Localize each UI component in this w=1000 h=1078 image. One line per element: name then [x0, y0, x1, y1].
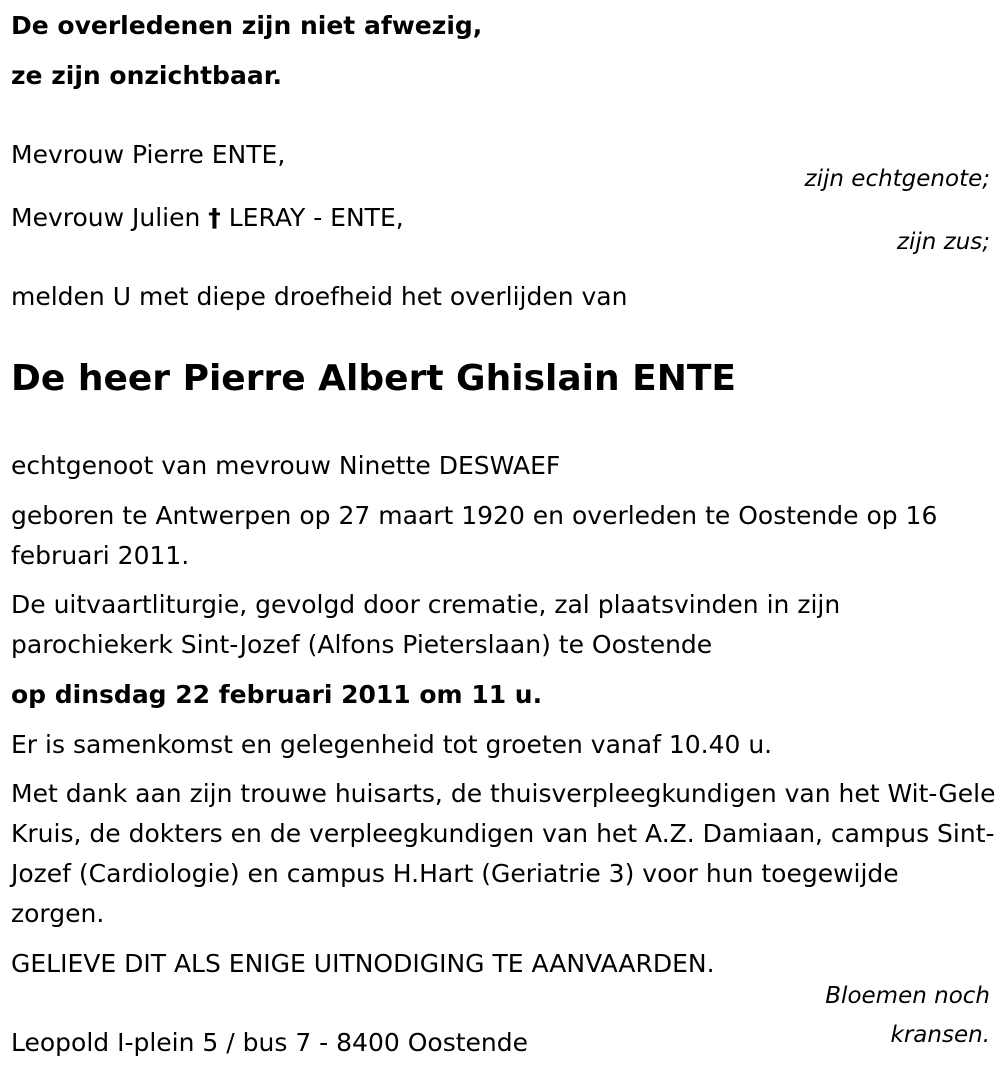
service-date: op dinsdag 22 februari 2011 om 11 u.	[11, 680, 543, 709]
announcement: melden U met diepe droefheid het overlijden van	[11, 282, 628, 311]
mourner-2-prefix: Mevrouw Julien	[11, 203, 201, 232]
mourner-1-relation: zijn echtgenote;	[804, 166, 990, 192]
gathering: Er is samenkomst en gelegenheid tot groeten vanaf 10.40 u.	[11, 730, 773, 759]
flowers-line-2: kransen.	[890, 1022, 990, 1048]
mourner-2-relation: zijn zus;	[896, 229, 990, 255]
address: Leopold I-plein 5 / bus 7 - 8400 Oostende	[11, 1028, 528, 1057]
service: De uitvaartliturgie, gevolgd door crematie, zal plaatsvinden in zijn parochiekerk Sint-Jozef (Alfons Pieterslaan) te Oostende	[11, 590, 841, 659]
thanks: Met dank aan zijn trouwe huisarts, de thuisverpleegkundigen van het Wit-Gele Kruis, de dokters en de verpleegkundigen van het A.Z. Damiaan, campus Sint-Jozef (Cardiologie) en campus H.Hart (Geriatrie 3) voor hun toegewijde zorgen.	[11, 779, 996, 928]
mourner-1-name: Mevrouw Pierre ENTE,	[11, 140, 286, 169]
mourner-2-suffix: LERAY - ENTE,	[228, 203, 404, 232]
deceased-name: De heer Pierre Albert Ghislain ENTE	[11, 358, 737, 399]
birth-death: geboren te Antwerpen op 27 maart 1920 en overleden te Oostende op 16 februari 2011.	[11, 501, 938, 570]
mourner-2-name	[11, 198, 404, 238]
dagger-icon: †	[208, 203, 221, 232]
quote-line-1: De overledenen zijn niet afwezig,	[11, 11, 483, 40]
flowers-line-1: Bloemen noch	[825, 983, 990, 1009]
notice: GELIEVE DIT ALS ENIGE UITNODIGING TE AANVAARDEN.	[11, 949, 715, 978]
quote-line-2: ze zijn onzichtbaar.	[11, 61, 282, 90]
spouse-line: echtgenoot van mevrouw Ninette DESWAEF	[11, 451, 561, 480]
